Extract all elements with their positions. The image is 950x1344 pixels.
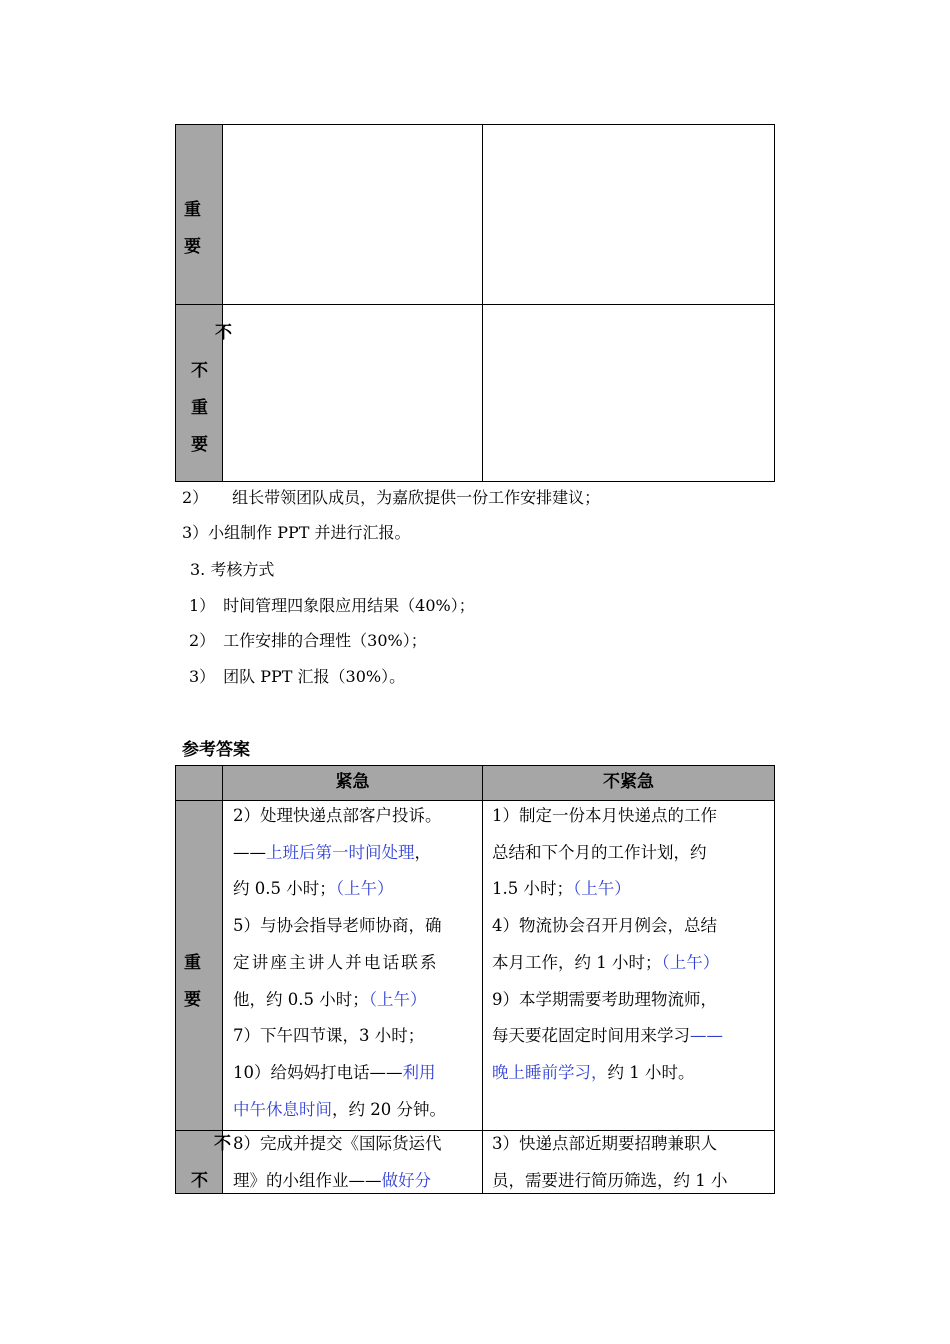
table-border-left xyxy=(175,765,176,1193)
row-label-important: 重 要 xyxy=(184,200,201,257)
cell-not-important-not-urgent: 3）快递点部近期要招聘兼职人 员，需要进行简历筛选，约 1 小 xyxy=(492,1134,728,1190)
cell-important-not-urgent: 1）制定一份本月快递点的工作 总结和下个月的工作计划，约 1.5 小时；（上午） 4）物流协会召开月例会，总结 本月工作，约 1 小时；（上午） 9）本学期需要考助理物流师， 每天要花固定时间用来学习—— 晚上睡前学习，约 1 小时。 xyxy=(492,806,723,1082)
row-label-not-important: 不 xyxy=(191,1171,208,1191)
answer-title: 参考答案 xyxy=(182,740,250,760)
table-border xyxy=(175,124,775,482)
table-divider-v2 xyxy=(482,765,483,1193)
table-divider-v2 xyxy=(482,124,483,482)
header-urgent: 紧急 xyxy=(335,772,370,792)
stray-char: 不 xyxy=(214,1134,231,1154)
assessment-item-3: 3） 团队 PPT 汇报（30%）。 xyxy=(189,667,406,686)
cell-important-urgent: 2）处理快递点部客户投诉。 ——上班后第一时间处理， 约 0.5 小时；（上午） 5）与协会指导老师协商，确 定讲座主讲人并电话联系 他，约 0.5 小时；（上午） 7）下午四节课，3 小时； 10）给妈妈打电话——利用 中午休息时间，约 20 分钟。 xyxy=(233,806,446,1119)
row-label-not-important: 不 重 要 xyxy=(191,361,208,455)
header-not-urgent: 不紧急 xyxy=(603,772,654,792)
task-step-3: 3）小组制作 PPT 并进行汇报。 xyxy=(182,523,411,542)
stray-char: 不 xyxy=(215,323,232,343)
cell-not-important-urgent: 8）完成并提交《国际货运代 理》的小组作业——做好分 xyxy=(233,1134,442,1190)
assessment-heading: 3. 考核方式 xyxy=(190,560,275,579)
assessment-item-1: 1） 时间管理四象限应用结果（40%）； xyxy=(189,596,475,615)
table-divider-h xyxy=(175,304,775,305)
table-divider-v1 xyxy=(222,124,223,482)
task-step-2: 2） 组长带领团队成员，为嘉欣提供一份工作安排建议； xyxy=(182,488,601,507)
assessment-item-2: 2） 工作安排的合理性（30%）； xyxy=(189,631,427,650)
row-label-important: 重 要 xyxy=(184,953,201,1010)
table-border-right xyxy=(774,765,775,1193)
